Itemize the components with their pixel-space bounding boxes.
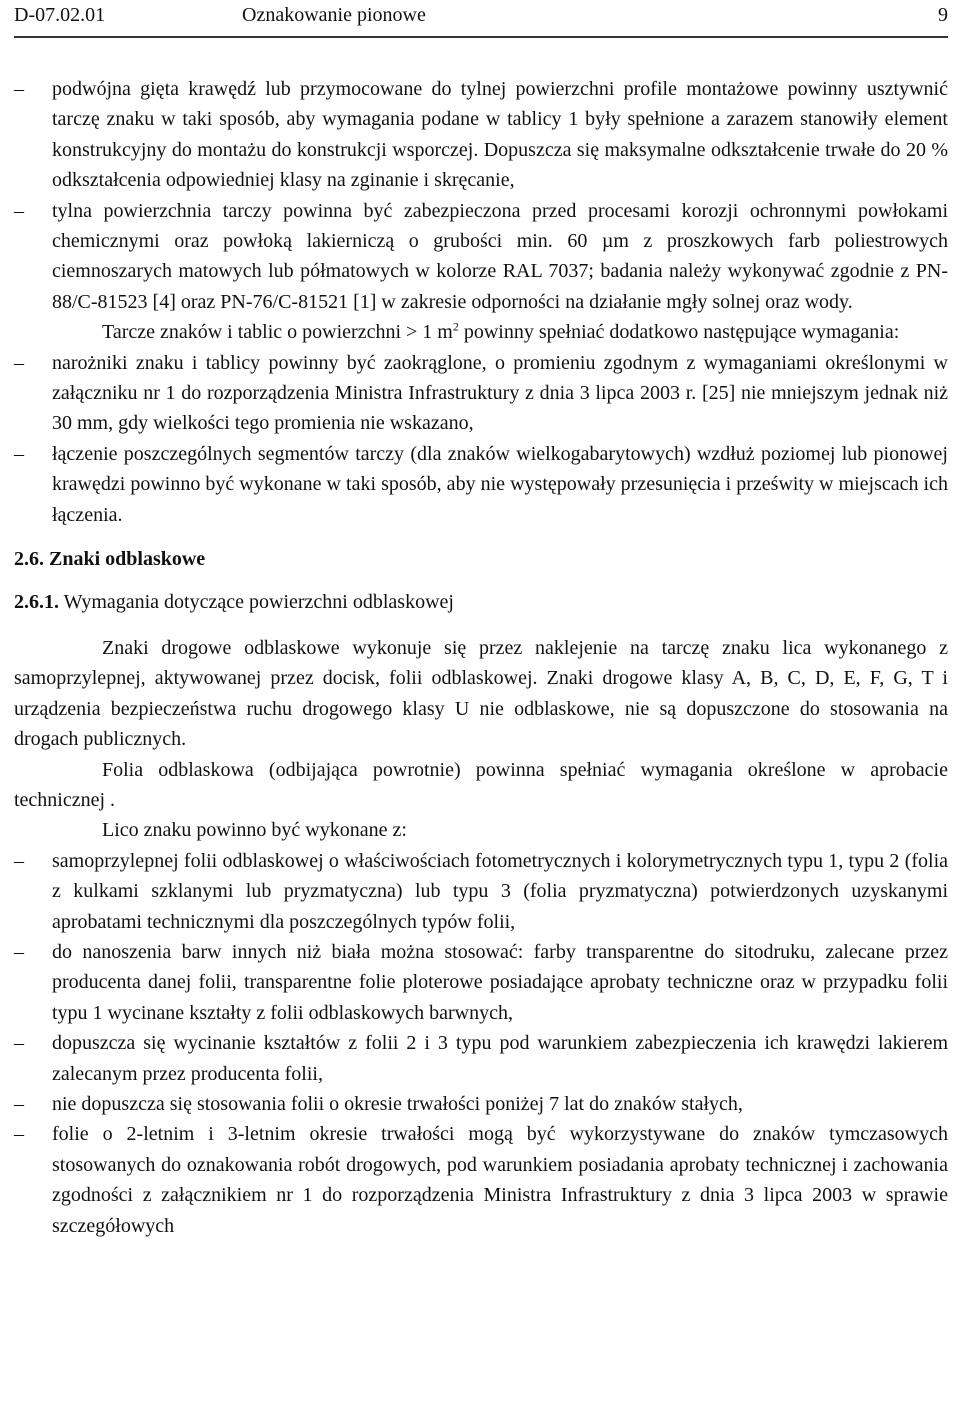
list-item-text: łączenie poszczególnych segmentów tarczy (dla znaków wielkogabarytowych) wzdłuż poziomej lub pionowej krawędzi powinno być wykonane w taki sposób, aby nie występowały przesunięcia i prześwity w miejscach ich łączenia. (52, 442, 948, 526)
superscript: 2 (452, 319, 459, 334)
list-item-text: tylna powierzchnia tarczy powinna być zabezpieczona przed procesami korozji ochronnymi powłokami chemicznymi oraz powłoką lakierniczą o grubości min. 60 µm z proszkowych farb poliestrowych ciemnoszarych matowych lub półmatowych w kolorze RAL 7037; badania należy wykonywać zgodnie z PN-88/C-81523 [4] oraz PN-76/C-81521 [1] w zakresie odporności na działanie mgły solnej oraz wody. (52, 199, 948, 313)
document-title: Oznakowanie pionowe (242, 4, 426, 26)
document-body (14, 74, 948, 1241)
paragraph-text: Tarcze znaków i tablic o powierzchni > 1 m (102, 321, 453, 344)
document-page (14, 0, 948, 1418)
list-item (14, 348, 948, 439)
subsection-title: Wymagania dotyczące powierzchni odblaskowej (59, 590, 454, 613)
list-item-text: folie o 2-letnim i 3-letnim okresie trwałości mogą być wykorzystywane do znaków tymczasowych stosowanych do oznakowania robót drogowych, pod warunkiem posiadania aprobaty technicznej i zachowania zgodności z załącznikiem nr 1 do rozporządzenia Ministra Infrastruktury z dnia 3 lipca 2003 w sprawie szczegółowych (52, 1123, 948, 1237)
page-number: 9 (938, 4, 948, 26)
paragraph: Folia odblaskowa (odbijająca powrotnie) powinna spełniać wymagania określone w aprobacie technicznej . (14, 758, 948, 811)
list-item-text: dopuszcza się wycinanie kształtów z folii 2 i 3 typu pod warunkiem zabezpieczenia ich krawędzi lakierem zalecanym przez producenta folii, (52, 1032, 948, 1085)
list-item-text: do nanoszenia barw innych niż biała można stosować: farby transparentne do sitodruku, zalecane przez producenta danej folii, transparentne folie ploterowe posiadające aprobaty techniczne oraz w przypadku folii typu 1 wycinane kształty z folii odblaskowych barwnych, (52, 940, 948, 1024)
header-divider (14, 36, 948, 38)
list-item (14, 1089, 948, 1119)
section-heading: 2.6. Znaki odblaskowe (14, 548, 206, 571)
paragraph (14, 317, 948, 347)
list-item (14, 1119, 948, 1241)
page-header (14, 2, 948, 28)
subsection-number: 2.6.1. (14, 590, 59, 613)
list-item-text: narożniki znaku i tablicy powinny być zaokrąglone, o promieniu zgodnym z wymaganiami określonymi w załączniku nr 1 do rozporządzenia Ministra Infrastruktury z dnia 3 lipca 2003 r. [25] nie mniejszym jednak niż 30 mm, gdy wielkości tego promienia nie wskazano, (52, 351, 948, 435)
paragraph: Lico znaku powinno być wykonane z: (102, 819, 407, 842)
paragraph: Znaki drogowe odblaskowe wykonuje się przez naklejenie na tarczę znaku lica wykonanego z samoprzylepnej, aktywowanej przez docisk, folii odblaskowej. Znaki drogowe klasy A, B, C, D, E, F, G, T i urządzenia bezpieczeństwa ruchu drogowego klasy U nie odblaskowe, nie są dopuszczone do stosowania na drogach publicznych. (14, 636, 948, 751)
list-item-text: podwójna gięta krawędź lub przymocowane do tylnej powierzchni profile montażowe powinny usztywnić tarczę znaku w taki sposób, aby wymagania podane w tablicy 1 były spełnione a zarazem stanowiły element konstrukcyjny do montażu do konstrukcji wsporczej. Dopuszcza się maksymalne odkształcenie trwałe do 20 % odkształcenia odpowiedniej klasy na zginanie i skręcanie, (52, 78, 948, 192)
list-item (14, 196, 948, 318)
subsection-heading (14, 587, 948, 617)
list-item (14, 846, 948, 937)
list-item (14, 937, 948, 1028)
list-item (14, 1028, 948, 1089)
paragraph-text: powinny spełniać dodatkowo następujące wymagania: (458, 321, 900, 344)
list-item-text: nie dopuszcza się stosowania folii o okresie trwałości poniżej 7 lat do znaków stałych, (52, 1093, 743, 1115)
list-item (14, 74, 948, 196)
list-item (14, 439, 948, 530)
list-item-text: samoprzylepnej folii odblaskowej o właściwościach fotometrycznych i kolorymetrycznych typu 1, typu 2 (folia z kulkami szklanymi lub pryzmatyczna) lub typu 3 (folia pryzmatyczna) potwierdzonych uzyskanymi aprobatami technicznymi dla poszczególnych typów folii, (52, 849, 948, 933)
document-code: D-07.02.01 (14, 4, 106, 26)
